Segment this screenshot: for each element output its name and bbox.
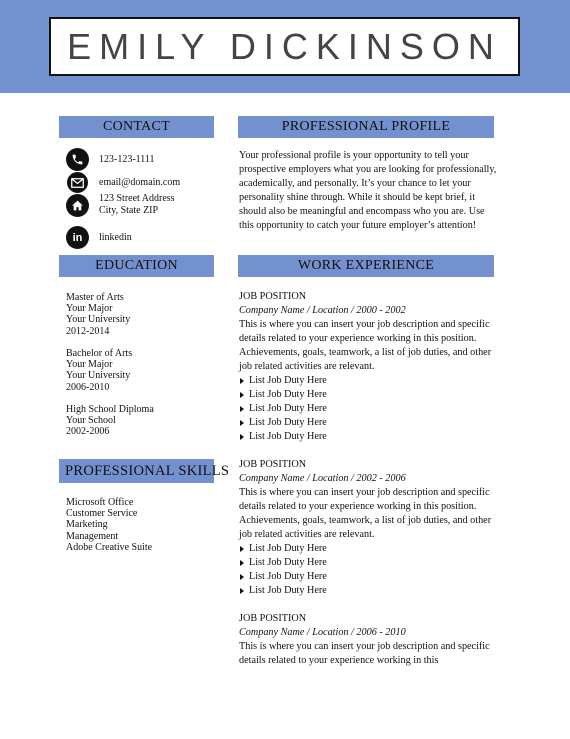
education-degree: Master of Arts	[66, 292, 124, 303]
contact-phone: 123-123-1111	[99, 153, 155, 165]
triangle-bullet-icon	[240, 574, 244, 580]
job-duty-item	[239, 416, 501, 430]
job-duty-item	[239, 570, 501, 584]
contact-address-row	[66, 193, 175, 217]
triangle-bullet-icon	[240, 560, 244, 566]
phone-icon	[66, 148, 89, 171]
skills-header: PROFESSIONAL SKILLS	[59, 459, 214, 483]
skill-item: Adobe Creative Suite	[66, 541, 153, 553]
job-duty-item	[239, 556, 501, 570]
job-duty-text: List Job Duty Here	[249, 431, 327, 442]
job-duty-text: List Job Duty Here	[249, 571, 327, 582]
job-duty-text: List Job Duty Here	[249, 585, 327, 596]
education-years: 2012-2014	[66, 325, 110, 337]
education-degree: Bachelor of Arts	[66, 348, 133, 359]
skills-list	[66, 497, 152, 553]
education-header: EDUCATION	[59, 255, 214, 277]
education-school: Your School	[66, 415, 116, 427]
job-duty-text: List Job Duty Here	[249, 557, 327, 568]
job-duty-item	[239, 388, 501, 402]
education-school: Your University	[66, 370, 131, 382]
job-position: JOB POSITION	[239, 613, 307, 624]
job-duties-list	[239, 374, 501, 444]
education-years: 2006-2010	[66, 381, 110, 393]
job-duties-list	[239, 542, 501, 598]
contact-email-row	[66, 171, 180, 194]
job-company: Company Name / Location / 2000 - 2002	[239, 305, 406, 316]
job-position: JOB POSITION	[239, 291, 307, 302]
job-duty-item	[239, 542, 501, 556]
contact-email[interactable]: email@domain.com	[99, 176, 181, 188]
education-entry	[66, 292, 130, 337]
skill-item: Customer Service	[66, 508, 138, 520]
job-duty-text: List Job Duty Here	[249, 543, 327, 554]
triangle-bullet-icon	[240, 378, 244, 384]
triangle-bullet-icon	[240, 406, 244, 412]
education-entry	[66, 404, 154, 438]
address-line-2: City, State ZIP	[99, 205, 159, 216]
job-duty-text: List Job Duty Here	[249, 417, 327, 428]
education-major: Your Major	[66, 359, 113, 371]
name-title-box	[49, 17, 520, 76]
job-duty-item	[239, 430, 501, 444]
job-entry	[239, 458, 501, 598]
profile-header: PROFESSIONAL PROFILE	[238, 116, 494, 138]
job-description: This is where you can insert your job description and specific details related to your experience working in this position. Achievements, goals, teamwork, a list of job duties, and other job related activities are relevant.	[239, 319, 492, 372]
triangle-bullet-icon	[240, 546, 244, 552]
job-position: JOB POSITION	[239, 459, 307, 470]
contact-address	[99, 193, 175, 217]
job-entry	[239, 290, 501, 444]
job-duty-text: List Job Duty Here	[249, 375, 327, 386]
job-duty-item	[239, 374, 501, 388]
resume-name: EMILY DICKINSON	[67, 25, 502, 67]
job-description: This is where you can insert your job description and specific details related to your experience working in this	[239, 641, 490, 666]
triangle-bullet-icon	[240, 420, 244, 426]
skill-item: Microsoft Office	[66, 497, 134, 508]
job-duty-text: List Job Duty Here	[249, 403, 327, 414]
work-experience-header: WORK EXPERIENCE	[238, 255, 494, 277]
job-duty-item	[239, 584, 501, 598]
education-years: 2002-2006	[66, 426, 110, 438]
linkedin-icon: in	[66, 226, 89, 249]
house-icon	[66, 194, 89, 217]
skill-item: Marketing	[66, 519, 108, 531]
job-duty-text: List Job Duty Here	[249, 389, 327, 400]
address-line-1: 123 Street Address	[99, 193, 175, 204]
profile-paragraph: Your professional profile is your opportunity to tell your prospective employers what you are looking for professionally, academically, and personally. It’s your chance to let your personality shine through. While it should be kept brief, it should also be meaningful and encompass who you are. Use this opportunity to catch your future employer’s attention!	[239, 150, 497, 231]
job-entry	[239, 612, 501, 668]
education-entry	[66, 348, 132, 393]
contact-header: CONTACT	[59, 116, 214, 138]
education-major: Your Major	[66, 303, 113, 315]
triangle-bullet-icon	[240, 434, 244, 440]
triangle-bullet-icon	[240, 588, 244, 594]
job-description: This is where you can insert your job description and specific details related to your experience working in this position. Achievements, goals, teamwork, a list of job duties, and other job related activities are relevant.	[239, 487, 492, 540]
skill-item: Management	[66, 530, 119, 542]
job-company: Company Name / Location / 2006 - 2010	[239, 627, 406, 638]
education-school: Your University	[66, 314, 131, 326]
contact-phone-row	[66, 148, 155, 171]
contact-linkedin-row	[66, 226, 132, 249]
contact-linkedin[interactable]: linkedin	[99, 231, 132, 243]
envelope-icon	[66, 171, 89, 194]
triangle-bullet-icon	[240, 392, 244, 398]
job-company: Company Name / Location / 2002 - 2006	[239, 473, 406, 484]
education-degree: High School Diploma	[66, 404, 154, 415]
job-duty-item	[239, 402, 501, 416]
